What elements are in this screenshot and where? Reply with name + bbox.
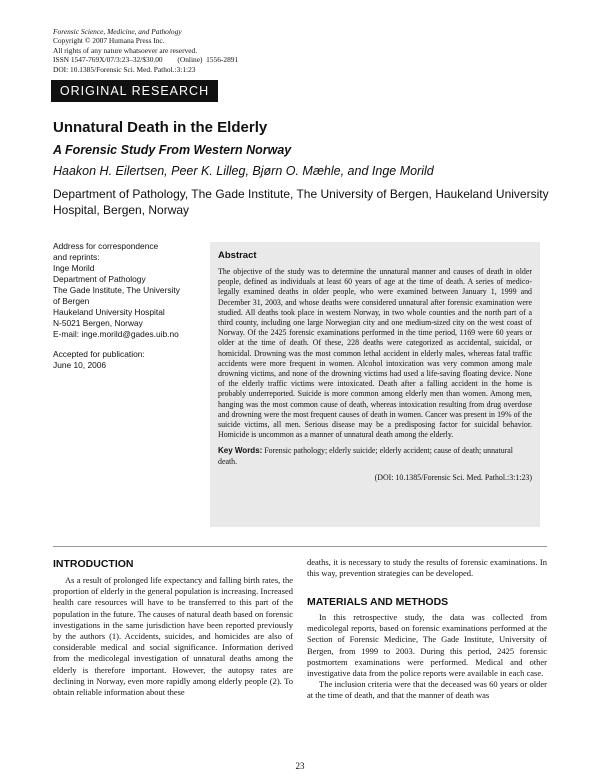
section-divider: [53, 546, 547, 547]
introduction-column: [53, 575, 293, 698]
methods-column: [307, 612, 547, 702]
keywords-label: Key Words:: [218, 446, 263, 456]
introduction-continued: deaths, it is necessary to study the results of forensic examinations. In this way, prevention strategies can be developed.: [307, 557, 547, 579]
keywords-text: Forensic pathology; elderly suicide; elderly accident; cause of death; unnatural death.: [218, 446, 513, 466]
abstract-heading: Abstract: [218, 250, 257, 261]
correspondence-line: Inge Morild: [53, 263, 95, 273]
correspondence-line: of Bergen: [53, 296, 90, 306]
correspondence-heading: Address for correspondence: [53, 241, 159, 251]
accepted-label: Accepted for publication:: [53, 349, 145, 359]
accepted-date: June 10, 2006: [53, 360, 107, 370]
page-number: 23: [295, 761, 305, 771]
copyright-line: Copyright © 2007 Humana Press Inc.: [53, 36, 165, 46]
abstract-doi: (DOI: 10.1385/Forensic Sci. Med. Pathol.:3:1:23): [374, 472, 532, 482]
correspondence-heading-2: and reprints:: [53, 252, 100, 262]
introduction-heading: INTRODUCTION: [53, 558, 134, 570]
correspondence-line: Haukeland University Hospital: [53, 307, 165, 317]
article-subtitle: A Forensic Study From Western Norway: [53, 143, 292, 157]
keywords: [218, 446, 532, 466]
journal-header: [53, 27, 238, 74]
author-list: Haakon H. Eilertsen, Peer K. Lilleg, Bjørn O. Mæhle, and Inge Morild: [53, 164, 434, 178]
methods-heading: MATERIALS AND METHODS: [307, 596, 449, 608]
issn-line: ISSN 1547-769X/07/3:23–32/$30.00 (Online) 1556-2891: [53, 55, 239, 65]
journal-name: Forensic Science, Medicine, and Pathology: [53, 27, 182, 36]
rights-line: All rights of any nature whatsoever are reserved.: [53, 45, 198, 55]
header-doi: DOI: 10.1385/Forensic Sci. Med. Pathol.:3:1:23: [53, 64, 196, 74]
introduction-paragraph: As a result of prolonged life expectancy and falling birth rates, the proportion of elderly in the general population is increasing. Increased health care resources will have to be transferred to this part of the population in the future. The causes of natural death based on forensic investigations in the same jurisdiction have been reported previously by the authors (1). Accidents, suicides, and homicides are also of considerable medical and social significance. Information derived from the medicolegal investigation of unnatural deaths among the elderly is therefore important. However, the autopsy rates are declining in Norway, even more rapidly among elderly people (2). To obtain reliable information about these: [53, 575, 293, 698]
abstract-text: The objective of the study was to determine the unnatural manner and causes of death in older people, defined as individuals at least 60 years of age at the time of death. A series of medico-legally examined deaths in older people, who were examined between January 1, 1999 and December 31, 2003, and whose deaths were considered unnatural after forensic examination were studied. All deaths took place in western Norway, in two whole counties and the north part of a third county, including one large Norwegian city and one medium-sized city on the west coast of Norway. Of the 2425 forensic examinations performed in the time period, 1169 were 60 years or older at the time of death. Of these, 228 deaths were categorized as accidental, suicidal, or homicidal. Drowning was the most common lethal accident in elderly males, whereas fatal traffic accidents were more frequent in women. Alcohol intoxication was very common among male drowning victims, and none of the drowning victims had used a life-saving floating device. None of the elderly traffic victims were intoxicated. Death after a falling accident in the home is probably underreported. Suicide is more common among elderly men than women. Among men, hanging was the most common cause of death, whereas intoxication resulting from drug overdose and drowning were the most frequent causes of death in women. Cancer was present in 19% of the suicide victims, all men. Serious disease may be a predisposing factor for suicidal behavior. Homicide is uncommon as a manner of unnatural death among the elderly.: [218, 267, 532, 440]
correspondence-block: [53, 241, 203, 371]
affiliation: Department of Pathology, The Gade Institute, The University of Bergen, Haukeland University Hospital, Bergen, Norway: [53, 187, 549, 217]
correspondence-line: Department of Pathology: [53, 274, 146, 284]
article-title: Unnatural Death in the Elderly: [53, 119, 268, 136]
correspondence-email: E-mail: inge.morild@gades.uib.no: [53, 329, 179, 339]
methods-paragraph: In this retrospective study, the data was collected from medicolegal reports, based on forensic examinations performed at the Section of Forensic Medicine, The Gade Institute, University of Bergen, from 1999 to 2003. During this period, 2425 forensic postmortem examinations were performed. Medical and other investigative data from the police reports were available in each case.: [307, 612, 547, 679]
section-banner: ORIGINAL RESEARCH: [51, 80, 218, 102]
correspondence-line: The Gade Institute, The University: [53, 285, 180, 295]
abstract-box: [210, 242, 540, 527]
correspondence-line: N-5021 Bergen, Norway: [53, 318, 143, 328]
right-column: [307, 557, 547, 579]
methods-paragraph: The inclusion criteria were that the deceased was 60 years or older at the time of death, and that the manner of death was: [307, 679, 547, 701]
